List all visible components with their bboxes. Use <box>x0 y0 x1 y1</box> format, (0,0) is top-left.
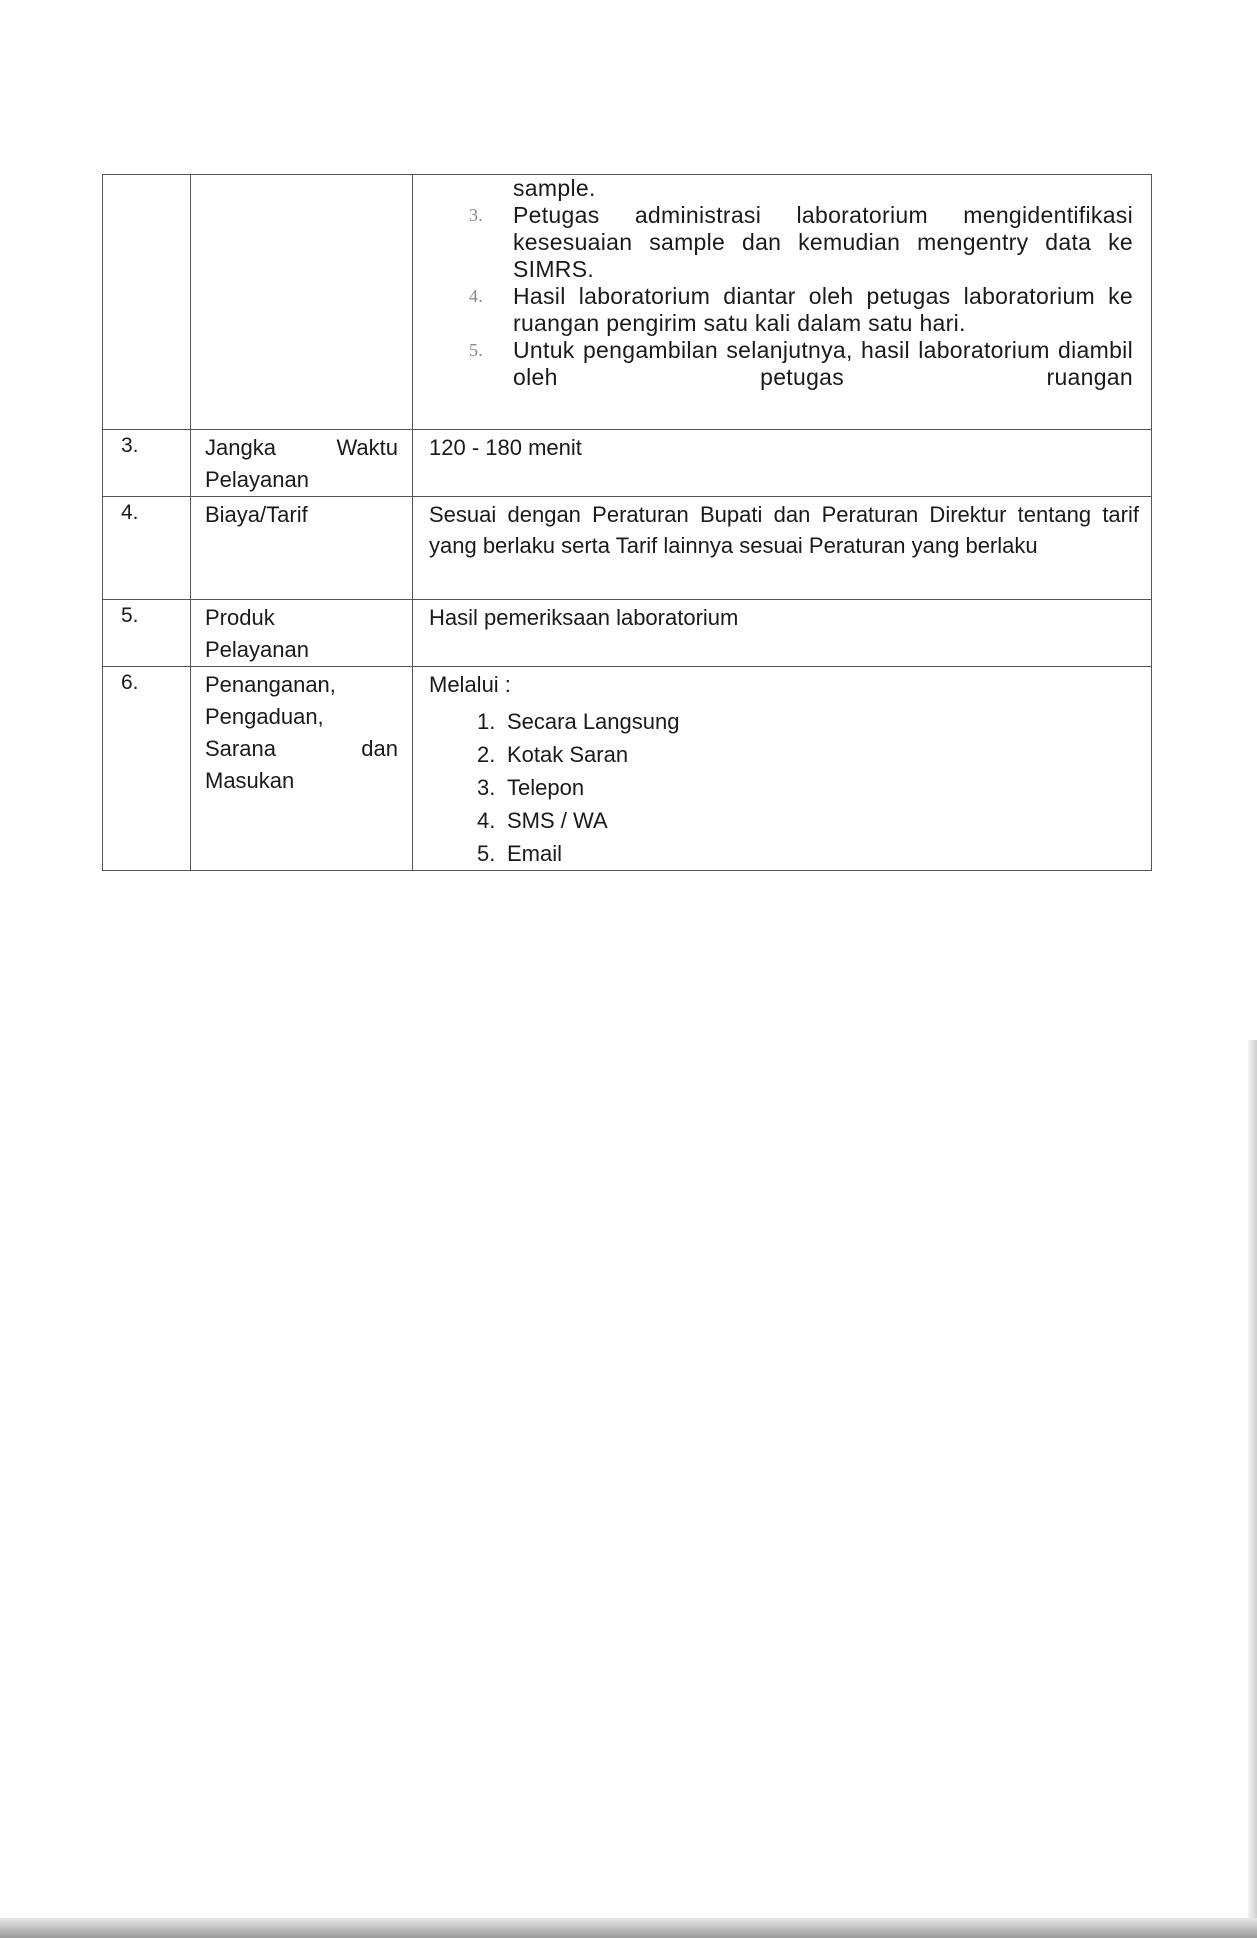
table-row-duration <box>103 430 1152 497</box>
scan-page-edge-right <box>1248 1040 1257 1920</box>
list-text: Telepon <box>507 775 585 800</box>
procedure-step <box>413 202 1133 283</box>
list-item <box>429 804 1139 837</box>
row-label <box>191 430 413 497</box>
step-number: 5. <box>469 340 484 360</box>
list-text: Email <box>507 841 563 866</box>
procedure-step <box>413 283 1133 337</box>
label-line: Pelayanan <box>205 637 309 662</box>
row-label: Biaya/Tarif <box>191 497 413 600</box>
list-number: 3. <box>477 775 496 800</box>
row-value: Sesuai dengan Peraturan Bupati dan Peraturan Direktur tentang tarif yang berlaku serta Tarif lainnya sesuai Peraturan yang berlaku <box>429 502 1139 558</box>
step-text: Petugas administrasi laboratorium mengidentifikasi kesesuaian sample dan kemudian mengentry data ke SIMRS. <box>513 202 1133 282</box>
list-item <box>429 837 1139 870</box>
channel-intro: Melalui : <box>429 672 511 697</box>
row-value-cell <box>413 497 1152 600</box>
no-cell-empty <box>103 175 191 430</box>
label-line: Pengaduan, <box>205 704 324 729</box>
label-line: Produk <box>205 605 275 630</box>
label-cell-empty <box>191 175 413 430</box>
list-text: SMS / WA <box>507 808 608 833</box>
procedure-steps-cell <box>413 175 1152 430</box>
label-line: Penanganan, <box>205 672 336 697</box>
list-text: Kotak Saran <box>507 742 629 767</box>
list-item <box>429 771 1139 804</box>
table-row-product <box>103 600 1152 667</box>
table-row-continuation <box>103 175 1152 430</box>
list-number: 4. <box>477 808 496 833</box>
procedure-step <box>413 337 1133 391</box>
row-number: 3. <box>103 430 191 497</box>
row-number: 5. <box>103 600 191 667</box>
row-number: 4. <box>103 497 191 600</box>
row-value: Hasil pemeriksaan laboratorium <box>413 600 1152 667</box>
table-row-complaints <box>103 667 1152 871</box>
list-number: 1. <box>477 709 496 734</box>
label-line: Masukan <box>205 768 295 793</box>
list-item <box>429 738 1139 771</box>
list-item <box>429 705 1139 738</box>
row-label <box>191 600 413 667</box>
row-number: 6. <box>103 667 191 871</box>
table-row-fee <box>103 497 1152 600</box>
row-label <box>191 667 413 871</box>
list-number: 5. <box>477 841 496 866</box>
step-text: Hasil laboratorium diantar oleh petugas laboratorium ke ruangan pengirim satu kali dalam satu hari. <box>513 283 1133 336</box>
step-number: 3. <box>469 205 484 225</box>
channel-list <box>429 705 1139 870</box>
label-line: Sarana dan <box>205 736 398 761</box>
label-line: Pelayanan <box>205 467 309 492</box>
row-value-cell <box>413 667 1152 871</box>
label-line: Jangka Waktu <box>205 435 398 460</box>
service-standard-table <box>102 174 1152 871</box>
step-number: 4. <box>469 286 484 306</box>
continuation-first-line: sample. <box>513 175 596 201</box>
list-number: 2. <box>477 742 496 767</box>
scan-page-edge-bottom <box>0 1918 1257 1938</box>
row-value: 120 - 180 menit <box>413 430 1152 497</box>
step-text: Untuk pengambilan selanjutnya, hasil laboratorium diambil oleh petugas ruangan <box>513 337 1133 390</box>
list-text: Secara Langsung <box>507 709 680 734</box>
